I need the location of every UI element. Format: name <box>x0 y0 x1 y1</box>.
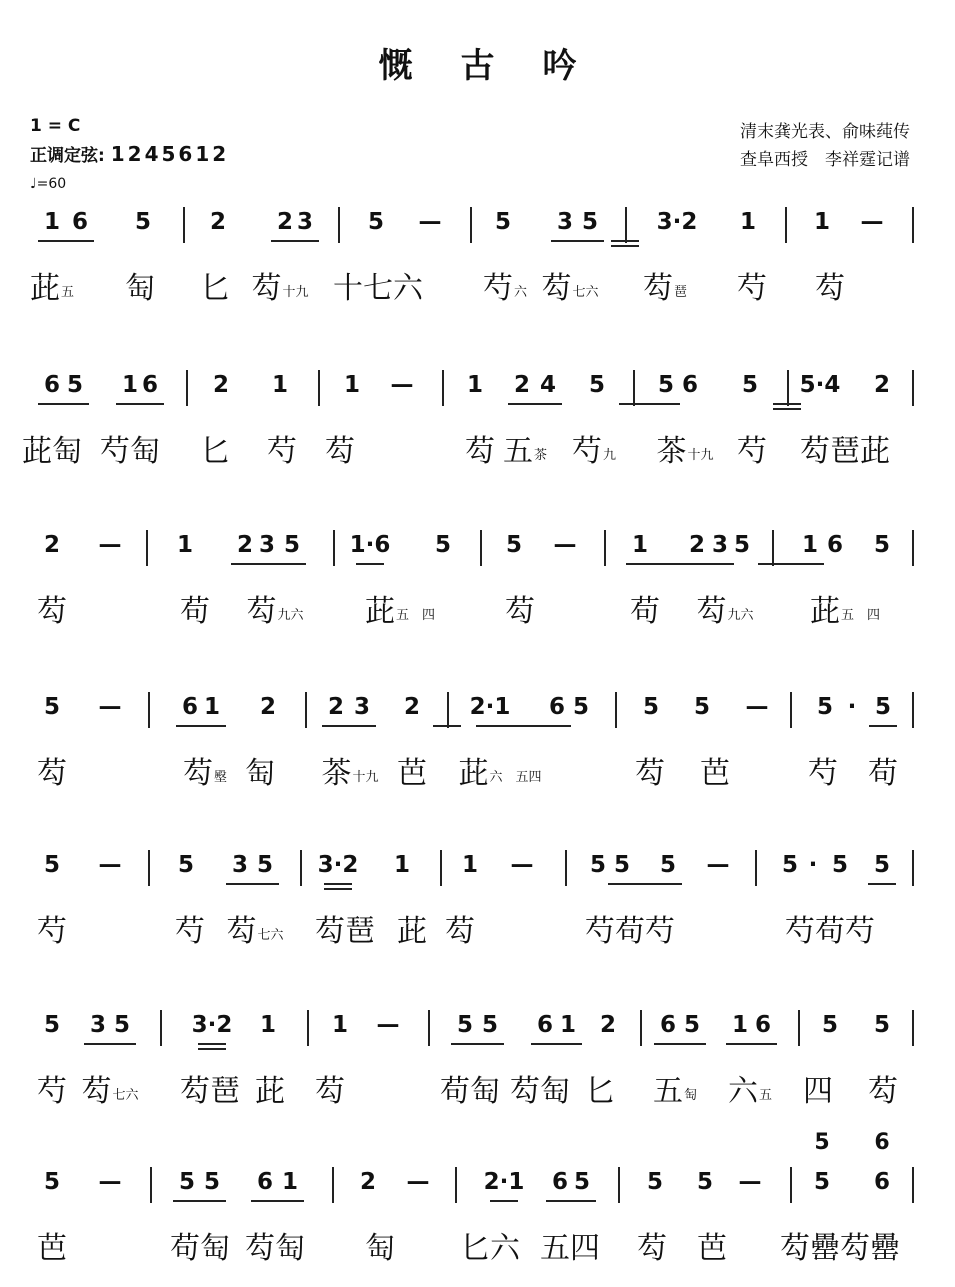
note: 2 <box>359 1169 377 1195</box>
jianzi-character: 芶 <box>815 271 845 306</box>
note: 5 <box>657 372 675 398</box>
notation-row <box>0 368 890 420</box>
bar-line <box>785 207 787 243</box>
jianzi-character: 苟匋 <box>170 1231 230 1266</box>
page-title: 慨古吟 <box>378 46 625 86</box>
note: — <box>745 694 769 720</box>
note: — <box>860 209 884 235</box>
jianzi-character: 匕 <box>585 1074 615 1109</box>
note: 2·1 <box>483 1169 525 1195</box>
beam-line <box>608 883 682 885</box>
chord-note: 6 <box>874 1130 890 1155</box>
note: 5 <box>741 372 759 398</box>
bar-line <box>318 370 320 406</box>
bar-line <box>442 370 444 406</box>
jianzi-character: 茈匋 <box>22 434 82 469</box>
jianzi-character: 四 <box>803 1074 833 1109</box>
bar-line <box>333 530 335 566</box>
note: 5 <box>494 209 512 235</box>
note: 3 <box>89 1012 107 1038</box>
tuning-line <box>30 140 229 170</box>
jianzi-character: 芶琶茈 <box>800 434 890 469</box>
jianzi-character: 芍 <box>175 914 205 949</box>
note: 3·2 <box>656 209 698 235</box>
note: 2 <box>327 694 345 720</box>
score-system <box>0 205 890 317</box>
notation-row <box>0 528 890 580</box>
jianzi-character: 芶 <box>635 756 665 791</box>
note: 5 <box>434 532 452 558</box>
jianzi-character: 芶 <box>315 1074 345 1109</box>
jianzi-character: 芶九六 <box>696 594 754 629</box>
note: — <box>98 532 122 558</box>
notation-row <box>0 1008 890 1060</box>
note: 5 <box>256 852 274 878</box>
note: 1 <box>43 209 61 235</box>
bar-line <box>912 1010 914 1046</box>
note: 6 <box>681 372 699 398</box>
note: — <box>406 1169 430 1195</box>
note: 5 <box>43 1012 61 1038</box>
beam-line <box>173 1200 226 1202</box>
bar-line <box>300 850 302 886</box>
note: 5 <box>177 852 195 878</box>
jianzi-character: 茈 <box>397 914 427 949</box>
bar-line <box>912 692 914 728</box>
beam-line <box>38 240 94 242</box>
note: 5 <box>43 694 61 720</box>
bar-line <box>772 530 774 566</box>
beam-line <box>546 1200 596 1202</box>
bar-line <box>790 692 792 728</box>
jianzi-character: 芶罍 <box>780 1231 840 1266</box>
jianzi-character: 五四 <box>540 1231 600 1266</box>
beam-line <box>176 725 226 727</box>
jianzi-character: 芶 <box>465 434 495 469</box>
jianzi-character: 五匋 <box>652 1074 698 1109</box>
notation-row <box>0 690 890 742</box>
note: 5 <box>367 209 385 235</box>
jianzipu-row <box>0 580 890 640</box>
jianzi-character: 芍 <box>37 1074 67 1109</box>
jianzi-character: 芶琶 <box>642 271 688 306</box>
jianzi-character: 茈五 四 <box>809 594 881 629</box>
bar-line <box>447 692 449 728</box>
jianzi-character: 芭 <box>37 1231 67 1266</box>
jianzi-character: 匕 <box>200 271 230 306</box>
jianzi-character: 芶琶 <box>315 914 375 949</box>
note: 6 <box>536 1012 554 1038</box>
jianzi-character: 芍苟芍 <box>585 914 675 949</box>
bar-line <box>148 850 150 886</box>
note: 2 <box>403 694 421 720</box>
note: 5 <box>581 209 599 235</box>
note: 2 <box>688 532 706 558</box>
jianzipu-row <box>0 1217 900 1277</box>
jianzi-character: 芶 <box>637 1231 667 1266</box>
note: 6 <box>43 372 61 398</box>
beam-line <box>476 725 571 727</box>
note: 1 <box>176 532 194 558</box>
bar-line <box>912 1167 914 1203</box>
note: 5 <box>43 1169 61 1195</box>
beam-line <box>451 1043 504 1045</box>
beam-line <box>611 245 639 247</box>
bar-line <box>186 370 188 406</box>
beam-line <box>773 403 801 405</box>
note: 5 <box>573 1169 591 1195</box>
note: 6 <box>659 1012 677 1038</box>
note: 5 <box>481 1012 499 1038</box>
jianzi-character: 芶 <box>505 594 535 629</box>
jianzipu-row <box>0 1060 898 1120</box>
note: 1 <box>801 532 819 558</box>
jianzi-character: 苟 <box>180 594 210 629</box>
note: 5 <box>693 694 711 720</box>
note: 2 <box>212 372 230 398</box>
jianzi-character: 芍六 <box>482 271 528 306</box>
note: — <box>706 852 730 878</box>
jianzi-character: 芶 <box>37 756 67 791</box>
notation-row <box>0 1130 891 1217</box>
notation-row <box>0 205 890 257</box>
note: 6 <box>548 694 566 720</box>
beam-line <box>356 563 384 565</box>
jianzi-character: 茶十九 <box>656 434 714 469</box>
score-system <box>0 528 890 640</box>
bar-line <box>787 370 789 406</box>
jianzi-character: 芶罍 <box>840 1231 900 1266</box>
note: 5 <box>696 1169 714 1195</box>
bar-line <box>604 530 606 566</box>
note: 4 <box>539 372 557 398</box>
beam-line <box>654 1043 706 1045</box>
jianzi-character: 芶七六 <box>541 271 599 306</box>
jianzipu-row <box>0 900 890 960</box>
bar-line <box>912 370 914 406</box>
note: 1 <box>466 372 484 398</box>
beam-line <box>84 1043 136 1045</box>
bar-line <box>615 692 617 728</box>
note: 5 <box>813 1169 831 1195</box>
beam-line <box>38 403 89 405</box>
notation-row <box>0 848 890 900</box>
note: 1 <box>203 694 221 720</box>
beam-line <box>271 240 319 242</box>
note: — <box>510 852 534 878</box>
note: 1 <box>393 852 411 878</box>
note: · <box>808 852 818 878</box>
note: 5 <box>873 852 891 878</box>
note: 5 <box>588 372 606 398</box>
note: 1 <box>631 532 649 558</box>
beam-line <box>490 1200 518 1202</box>
bar-line <box>183 207 185 243</box>
note: 6 <box>141 372 159 398</box>
jianzi-character: 匋 <box>245 756 275 791</box>
jianzi-character: 芶九六 <box>246 594 304 629</box>
bar-line <box>150 1167 152 1203</box>
note: — <box>98 1169 122 1195</box>
note: 1 <box>813 209 831 235</box>
bar-line <box>160 1010 162 1046</box>
note: 5 <box>178 1169 196 1195</box>
jianzi-character: 芶 <box>445 914 475 949</box>
jianzipu-row <box>0 257 890 317</box>
jianzipu-row <box>0 742 898 802</box>
beam-line <box>231 563 306 565</box>
beam-line <box>868 883 896 885</box>
note: 6 <box>826 532 844 558</box>
note: 1 <box>559 1012 577 1038</box>
jianzi-character: 芍 <box>737 434 767 469</box>
tempo-marking: ♩=60 <box>30 176 67 192</box>
note: 5 <box>816 694 834 720</box>
chord-note: 5 <box>814 1130 830 1155</box>
beam-line <box>322 725 376 727</box>
bar-line <box>565 850 567 886</box>
note: 3 <box>556 209 574 235</box>
bar-line <box>332 1167 334 1203</box>
note: 5 <box>873 532 891 558</box>
bar-line <box>146 530 148 566</box>
jianzi-character: 茈六 五四 <box>458 756 542 791</box>
jianzi-character: 芶十九 <box>251 271 309 306</box>
beam-line <box>508 403 562 405</box>
beam-line <box>251 1200 304 1202</box>
bar-line <box>912 530 914 566</box>
note: 2 <box>43 532 61 558</box>
bar-line <box>798 1010 800 1046</box>
jianzi-character: 芍 <box>267 434 297 469</box>
note: 5 <box>873 1012 891 1038</box>
beam-line <box>226 883 279 885</box>
note: 5 <box>66 372 84 398</box>
note: — <box>98 694 122 720</box>
note: 1 <box>343 372 361 398</box>
note: 3·2 <box>191 1012 233 1038</box>
note: — <box>418 209 442 235</box>
beam-line <box>611 240 639 242</box>
tuning-label: 正调定弦: <box>30 146 105 166</box>
jianzi-character: 芍苟芍 <box>785 914 875 949</box>
note: 5 <box>874 694 892 720</box>
score-system <box>0 848 890 960</box>
jianzi-character: 芍 <box>808 756 838 791</box>
note: 2 <box>513 372 531 398</box>
bar-line <box>455 1167 457 1203</box>
bar-line <box>148 692 150 728</box>
note: 3 <box>296 209 314 235</box>
note: 3 <box>231 852 249 878</box>
note: 5 <box>43 852 61 878</box>
jianzi-character: 芶 <box>325 434 355 469</box>
score-system <box>0 690 898 802</box>
note: 6 <box>873 1169 891 1195</box>
bar-line <box>790 1167 792 1203</box>
jianzi-character: 芶七六 <box>81 1074 139 1109</box>
bar-line <box>307 1010 309 1046</box>
jianzi-character: 芶壂 <box>182 756 228 791</box>
note: 2 <box>236 532 254 558</box>
jianzi-character: 十七六 <box>333 271 423 306</box>
note: 6 <box>71 209 89 235</box>
jianzi-character: 芶匋 <box>510 1074 570 1109</box>
credit-line-1: 清末龚光表、俞味莼传 <box>740 122 910 142</box>
credit-line-2: 查阜西授 李祥霆记谱 <box>740 150 910 170</box>
beam-line <box>626 563 734 565</box>
score-system <box>0 1008 898 1120</box>
jianzi-character: 匋 <box>125 271 155 306</box>
note: 5 <box>456 1012 474 1038</box>
bar-line <box>633 370 635 406</box>
beam-line <box>198 1048 226 1050</box>
note: 2·1 <box>469 694 511 720</box>
bar-line <box>305 692 307 728</box>
note: 1 <box>731 1012 749 1038</box>
bar-line <box>480 530 482 566</box>
key-signature: 1 = C <box>30 116 81 136</box>
jianzi-character: 芍匋 <box>100 434 160 469</box>
note: 1 <box>121 372 139 398</box>
jianzi-character: 芶 <box>868 1074 898 1109</box>
bar-line <box>440 850 442 886</box>
bar-line <box>338 207 340 243</box>
jianzi-character: 芍 <box>37 914 67 949</box>
note: 2 <box>209 209 227 235</box>
note: 6 <box>551 1169 569 1195</box>
note: 3 <box>711 532 729 558</box>
note: 5 <box>589 852 607 878</box>
note: — <box>553 532 577 558</box>
jianzi-character: 茈 <box>255 1074 285 1109</box>
note: 5 <box>134 209 152 235</box>
jianzi-character: 芶琶 <box>180 1074 240 1109</box>
beam-line <box>726 1043 777 1045</box>
bar-line <box>428 1010 430 1046</box>
note: 5 <box>781 852 799 878</box>
note: 5 <box>505 532 523 558</box>
note: 5 <box>831 852 849 878</box>
jianzi-character: 匕 <box>200 434 230 469</box>
note: 5·4 <box>799 372 841 398</box>
note: 5 <box>613 852 631 878</box>
jianzi-character: 芶 <box>37 594 67 629</box>
note: 5 <box>203 1169 221 1195</box>
note: 1 <box>461 852 479 878</box>
note: 5 <box>659 852 677 878</box>
note: — <box>390 372 414 398</box>
beam-line <box>433 725 461 727</box>
bar-line <box>618 1167 620 1203</box>
tuning-info <box>30 112 229 198</box>
note: 2 <box>276 209 294 235</box>
jianzi-character: 五茶 <box>502 434 548 469</box>
credits <box>740 118 910 174</box>
beam-line <box>198 1043 226 1045</box>
note: 1 <box>331 1012 349 1038</box>
note: 3 <box>353 694 371 720</box>
note: 1 <box>259 1012 277 1038</box>
jianzi-character: 苟 <box>630 594 660 629</box>
bar-line <box>912 850 914 886</box>
note: 5 <box>646 1169 664 1195</box>
jianzi-character: 芍 <box>737 271 767 306</box>
bar-line <box>755 850 757 886</box>
note: 3 <box>258 532 276 558</box>
jianzi-character: 茶十九 <box>321 756 379 791</box>
jianzi-character: 芭 <box>700 756 730 791</box>
bar-line <box>470 207 472 243</box>
note: 3·2 <box>317 852 359 878</box>
note: 2 <box>873 372 891 398</box>
beam-line <box>531 1043 582 1045</box>
score-system <box>0 1130 900 1277</box>
note: 5 <box>821 1012 839 1038</box>
note: 1 <box>739 209 757 235</box>
beam-line <box>551 240 604 242</box>
note: 5 <box>113 1012 131 1038</box>
jianzi-character: 芶匋 <box>245 1231 305 1266</box>
jianzi-character: 芍九 <box>571 434 617 469</box>
beam-line <box>324 883 352 885</box>
note: 2 <box>599 1012 617 1038</box>
note: 1 <box>271 372 289 398</box>
note: — <box>738 1169 762 1195</box>
jianzi-character: 匋 <box>365 1231 395 1266</box>
jianzi-character: 六五 <box>727 1074 773 1109</box>
note: — <box>98 852 122 878</box>
jianzi-character: 芭 <box>397 756 427 791</box>
beam-line <box>773 408 801 410</box>
note: 1·6 <box>349 532 391 558</box>
bar-line <box>912 207 914 243</box>
jianzi-character: 苟 <box>868 756 898 791</box>
note: 6 <box>754 1012 772 1038</box>
beam-line <box>116 403 164 405</box>
note: — <box>376 1012 400 1038</box>
note: 5 <box>642 694 660 720</box>
jianzipu-row <box>0 420 890 480</box>
note: 1 <box>281 1169 299 1195</box>
beam-line <box>758 563 824 565</box>
note: 5 <box>733 532 751 558</box>
beam-line <box>869 725 897 727</box>
jianzi-character: 芭 <box>697 1231 727 1266</box>
note: 5 <box>572 694 590 720</box>
note: 6 <box>256 1169 274 1195</box>
jianzi-character: 匕六 <box>460 1231 520 1266</box>
jianzi-character: 苟匋 <box>440 1074 500 1109</box>
score-system <box>0 368 890 480</box>
note: 5 <box>683 1012 701 1038</box>
note: · <box>847 694 857 720</box>
beam-line <box>324 888 352 890</box>
jianzi-character: 茈五 四 <box>364 594 436 629</box>
jianzi-character: 茈五 <box>29 271 75 306</box>
bar-line <box>625 207 627 243</box>
note: 5 <box>283 532 301 558</box>
note: 2 <box>259 694 277 720</box>
tuning-notes: 1245612 <box>110 142 230 166</box>
beam-line <box>619 403 680 405</box>
bar-line <box>640 1010 642 1046</box>
jianzi-character: 芶七六 <box>226 914 284 949</box>
note: 6 <box>181 694 199 720</box>
